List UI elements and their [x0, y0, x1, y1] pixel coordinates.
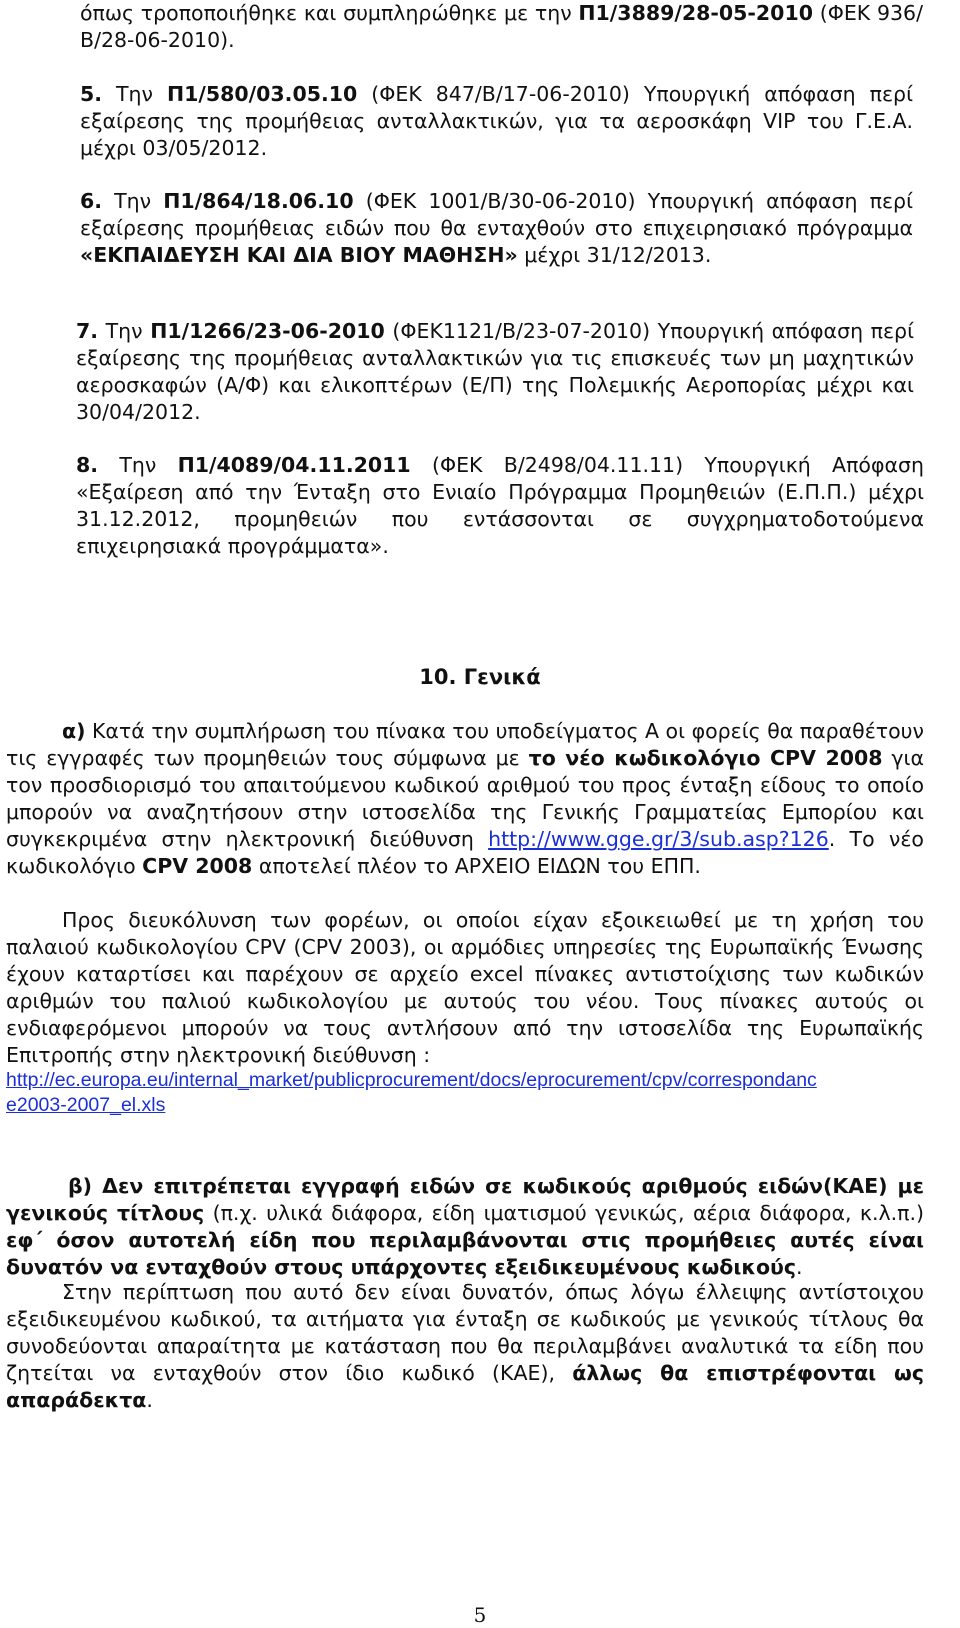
section-heading: 10. Γενικά: [419, 665, 541, 689]
gge-link[interactable]: http://www.gge.gr/3/sub.asp?126: [488, 827, 829, 851]
list-item-7: 7. Την Π1/1266/23-06-2010 (ΦΕΚ1121/Β/23-07-2010) Υπουργική απόφαση περί εξαίρεσης της προμήθειας ανταλλακτικών για τις επισκευές των μη μαχητικών αεροσκαφών (Α/Φ) και ελικοπτέρων (Ε/Π) της Πολεμικής Αεροπορίας μέχρι και 30/04/2012.: [76, 319, 915, 424]
list-item-continuation: όπως τροποποιήθηκε και συμπληρώθηκε με την Π1/3889/28-05-2010 (ΦΕΚ 936/Β/28-06-2010).: [80, 1, 923, 52]
paragraph-b-2: Στην περίπτωση που αυτό δεν είναι δυνατόν, όπως λόγω έλλειψης αντίστοιχου εξειδικευμένου κωδικού, τα αιτήματα για ένταξη σε κωδικούς με γενικούς τίτλους θα συνοδεύονται απαραίτητα με κατάσταση που θα περιλαμβάνει αναλυτικά τα είδη που ζητείται να ενταχθούν στον ίδιο κωδικό (ΚΑΕ), άλλως θα επιστρέφονται ως απαράδεκτα.: [6, 1280, 924, 1412]
program-name: «ΕΚΠΑΙΔΕΥΣΗ ΚΑΙ ΔΙΑ ΒΙΟΥ ΜΑΘΗΣΗ»: [80, 243, 518, 267]
list-item-5: 5. Την Π1/580/03.05.10 (ΦΕΚ 847/Β/17-06-2010) Υπουργική απόφαση περί εξαίρεσης της προμήθειας ανταλλακτικών, για τα αεροσκάφη VIP του Γ.Ε.Α. μέχρι 03/05/2012.: [80, 82, 913, 160]
ec-europa-link-continued[interactable]: e2003-2007_el.xls: [6, 1094, 166, 1116]
item-number: 5.: [80, 82, 103, 106]
item-number: 8.: [76, 453, 99, 477]
list-item-8: 8. Την Π1/4089/04.11.2011 (ΦΕΚ Β/2498/04.11.11) Υπουργική Απόφαση «Εξαίρεση από την Ένταξη στο Ενιαίο Πρόγραμμα Προμηθειών (Ε.Π.Π.) μέχρι 31.12.2012, προμηθειών που εντάσσονται σε συγχρηματοδοτούμενα επιχειρησιακά προγράμματα».: [76, 453, 924, 558]
ec-link-line-1: [6, 1068, 946, 1093]
decision-reference: Π1/580/03.05.10: [166, 82, 358, 106]
paragraph-label: β): [68, 1174, 93, 1198]
list-item-6: 6. Την Π1/864/18.06.10 (ΦΕΚ 1001/Β/30-06-2010) Υπουργική απόφαση περί εξαίρεσης προμήθειας ειδών που θα ενταχθούν στο επιχειρησιακό πρόγραμμα «ΕΚΠΑΙΔΕΥΣΗ ΚΑΙ ΔΙΑ ΒΙΟΥ ΜΑΘΗΣΗ» μέχρι 31/12/2013.: [80, 189, 914, 267]
paragraph-b: β) Δεν επιτρέπεται εγγραφή ειδών σε κωδικούς αριθμούς ειδών(ΚΑΕ) με γενικούς τίτλους (π.χ. υλικά διάφορα, είδη ιματισμού γενικώς, αέρια διάφορα, κ.λ.π.) εφ΄ όσον αυτοτελή είδη που περιλαμβάνονται στις προμήθειες αυτές είναι δυνατόν να ενταχθούν στους υπάρχοντες εξειδικευμένους κωδικούς.: [6, 1174, 925, 1279]
decision-reference: Π1/1266/23-06-2010: [150, 319, 385, 343]
decision-reference: Π1/4089/04.11.2011: [177, 453, 411, 477]
paragraph-a: α) Κατά την συμπλήρωση του πίνακα του υποδείγματος Α οι φορείς θα παραθέτουν τις εγγραφές των προμηθειών τους σύμφωνα με το νέο κωδικολόγιο CPV 2008 για τον προσδιορισμό του απαιτούμενου κωδικού αριθμού του προς ένταξη είδους το οποίο μπορούν να αναζητήσουν στην ιστοσελίδα της Γενικής Γραμματείας Εμπορίου και συγκεκριμένα στην ηλεκτρονική διεύθυνση http://www.gge.gr/3/sub.asp?126. Το νέο κωδικολόγιο CPV 2008 αποτελεί πλέον το ΑΡΧΕΙΟ ΕΙΔΩΝ του ΕΠΠ.: [6, 719, 924, 878]
ec-europa-link[interactable]: http://ec.europa.eu/internal_market/publicprocurement/docs/eprocurement/cpv/correspondanc: [6, 1069, 817, 1091]
item-number: 7.: [76, 319, 99, 343]
page-number: 5: [473, 1603, 487, 1627]
decision-reference: Π1/3889/28-05-2010: [578, 1, 813, 25]
ec-link-line-2: [6, 1093, 946, 1118]
paragraph-a-2: Προς διευκόλυνση των φορέων, οι οποίοι είχαν εξοικειωθεί με τη χρήση του παλαιού κωδικολογίου CPV (CPV 2003), οι αρμόδιες υπηρεσίες της Ευρωπαϊκής Ένωσης έχουν καταρτίσει και παρέχουν σε αρχείο excel πίνακες αντιστοίχισης των κωδικών αριθμών του παλιού κωδικολογίου με αυτούς του νέου. Τους πίνακες αυτούς οι ενδιαφερόμενοι μπορούν να τους αντλήσουν από την ιστοσελίδα της Ευρωπαϊκής Επιτροπής στην ηλεκτρονική διεύθυνση :: [6, 908, 924, 1067]
item-number: 6.: [80, 189, 103, 213]
decision-reference: Π1/864/18.06.10: [163, 189, 354, 213]
paragraph-label: α): [62, 719, 86, 743]
